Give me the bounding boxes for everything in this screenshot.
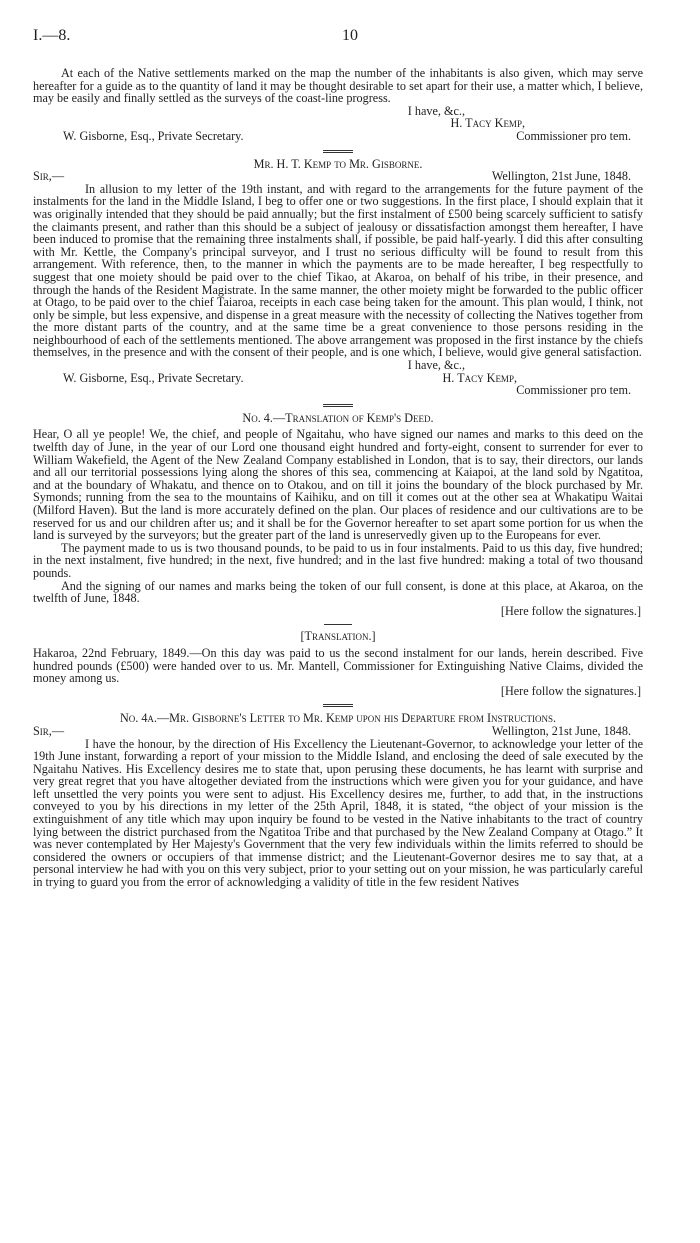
deed-paragraph-3: And the signing of our names and marks being the token of our full consent, is done at this place, at Akaroa, on the twelfth of June, 1848. <box>33 578 643 606</box>
letter1-closing-row <box>33 105 643 118</box>
translation-signatures-row <box>33 685 643 698</box>
letter4a-salutation: Sir,— <box>33 723 65 738</box>
letter1-signer: H. Tacy Kemp, <box>450 116 525 131</box>
letter4a-salutation-row <box>33 725 643 738</box>
deed-signatures-row <box>33 605 643 618</box>
deed-heading: No. 4.—Translation of Kemp's Deed. <box>242 410 434 425</box>
deed-signatures-note: [Here follow the signatures.] <box>500 603 641 618</box>
translation-signatures-note: [Here follow the signatures.] <box>500 683 641 698</box>
letter1-paragraph: At each of the Native settlements marked on the map the number of the inhabitants is also given, which may serve hereafter for a guide as to the quantity of land it may be thought desirable to set apart for their use, a matter which, I believe, may be easily and finally settled as the surveys of the coast-line progress. <box>33 66 643 106</box>
translation-heading: [Translation.] <box>300 629 376 644</box>
letter2-place-date: Wellington, 21st June, 1848. <box>491 169 631 184</box>
letter4a-paragraph: I have the honour, by the direction of His Excellency the Lieutenant-Governor, to acknowledge your letter of the 19th June instant, forwarding a report of your mission to the Middle Island, and enclosing the deed of sale executed by the Ngaitahu Natives. His Excellency desires me to state that, upon perusing these documents, he has learnt with surprise and very great regret that you have altogether deviated from the instructions which were given you for your guidance, and have left unsettled the very points you were sent to adjust. His Excellency desires me, further, to add that, in the instructions conveyed to you by his directions in my letter of the 25th April, 1848, it is stated, “the object of your mission is the extinguishment of any title which may upon inquiry be found to be vested in the Native inhabitants to the tract of country lying between the district purchased from the Ngatitoa Tribe and that purchased by the New Zealand Company at Otago.” It was never contemplated by Her Majesty's Government that the very few individuals within the limits referred to should be considered the owners or occupiers of that immense district; and the Lieutenant-Governor desires me to say that, at a personal interview he had with you on this very subject, prior to your setting out on your mission, he was particularly careful in trying to guard you from the error of acknowledging a validity of title in the few resident Natives <box>33 736 643 890</box>
letter2-signer: H. Tacy Kemp, <box>442 370 517 385</box>
section-divider <box>323 150 353 153</box>
letter2-title: Commissioner pro tem. <box>516 383 631 398</box>
letter4a-heading: No. 4a.—Mr. Gisborne's Letter to Mr. Kemp upon his Departure from Instructions. <box>119 711 557 726</box>
letter1-addressee: W. Gisborne, Esq., Private Secretary. <box>63 128 244 143</box>
letter4a-place-date: Wellington, 21st June, 1848. <box>491 723 631 738</box>
letter1-footer <box>33 130 643 143</box>
section-divider <box>324 624 352 625</box>
deed-paragraph-1: Hear, O all ye people! We, the chief, and people of Ngaitahu, who have signed our names and marks to this deed on the twelfth day of June, in the year of our Lord one thousand eight hundred and forty-eight, consent to surrender for ever to William Wakefield, the Agent of the New Zealand Company established in London, that is to say, their directors, our lands and all our territorial possessions lying along the shores of this sea, commencing at Kaiapoi, at the land sold by Ngatitoa, and at the boundary of Whakatu, and thence on to Otakou, and on till it joins the boundary of the block purchased by Mr. Symonds; running from the sea to the mountains of Kaihiku, and on till it comes out at the other sea at Whakatipu Waitai (Milford Haven). But the land is more accurately defined on the plan. Our places of residence and our cultivations are to be reserved for us and our children after us; and it shall be for the Governor hereafter to set apart some portion for us when the land is surveyed by the surveyors; but the greater part of the land is unreservedly given up to the Europeans for ever. <box>33 427 643 543</box>
page-content <box>33 67 643 889</box>
letter2-title-row <box>33 384 643 397</box>
page-number: 10 <box>342 27 358 44</box>
letter2-salutation-row <box>33 170 643 183</box>
letter2-heading: Mr. H. T. Kemp to Mr. Gisborne. <box>253 156 423 171</box>
translation-paragraph: Hakaroa, 22nd February, 1849.—On this day was paid to us the second instalment for our lands, herein described. Five hundred pounds (£500) were handed over to us. Mr. Mantell, Commissioner for Extinguishing Native Claims, divided the money among us. <box>33 645 643 686</box>
page-reference: I.—8. <box>33 27 71 44</box>
letter1-title: Commissioner pro tem. <box>516 128 631 143</box>
deed-paragraph-2: The payment made to us is two thousand pounds, to be paid to us in four instalments. Paid to us this day, five hundred; in the next instalment, five hundred; in the next, five hundred; and in the last five hundred: making a total of two thousand pounds. <box>33 540 643 580</box>
section-divider <box>323 404 353 407</box>
letter1-closing: I have, &c., <box>407 103 465 118</box>
letter2-paragraph: In allusion to my letter of the 19th instant, and with regard to the arrangements for the future payment of the instalments for the land in the Middle Island, I beg to offer one or two suggestions. In the first place, I should explain that it was originally intended that they should be paid annually; but the first instalment of £500 being scarcely sufficient to satisfy the claimants present, and rather than this should be a subject of jealousy or dissatisfaction amongst them hereafter, I have been induced to promise that the remaining three instalments shall, if possible, be paid half-yearly. I did this after consulting with Mr. Kettle, the Company's principal surveyor, and I trust no serious difficulty will be found to result from this arrangement. With reference, then, to the manner in which the payments are to be made hereafter, I beg respectfully to suggest that one moiety should be paid over to the chief Tikao, at Akaroa, on behalf of his tribe, in their presence, and through the hands of the Resident Magistrate. In the same manner, the other moiety might be forwarded to the public officer at Otago, to be paid over to the chief Taiaroa, receipts in each case being taken for the amount. This plan would, I think, not only be simple, but less expensive, and dispense in a great measure with the necessity of collecting the Natives together from the more distant parts of the country, and at the same time be a great convenience to those persons residing in the neighbourhood of each of the settlements mentioned. The above arrangement was proposed in the first instance by the chiefs themselves, in the presence and with the consent of their people, and is one which, I believe, would give general satisfaction. <box>33 181 643 360</box>
letter2-salutation: Sir,— <box>33 169 65 184</box>
letter2-addressee: W. Gisborne, Esq., Private Secretary. <box>63 370 244 385</box>
letter2-closing: I have, &c., <box>407 358 465 373</box>
section-divider <box>323 704 353 707</box>
letter2-closing-row <box>33 359 643 372</box>
